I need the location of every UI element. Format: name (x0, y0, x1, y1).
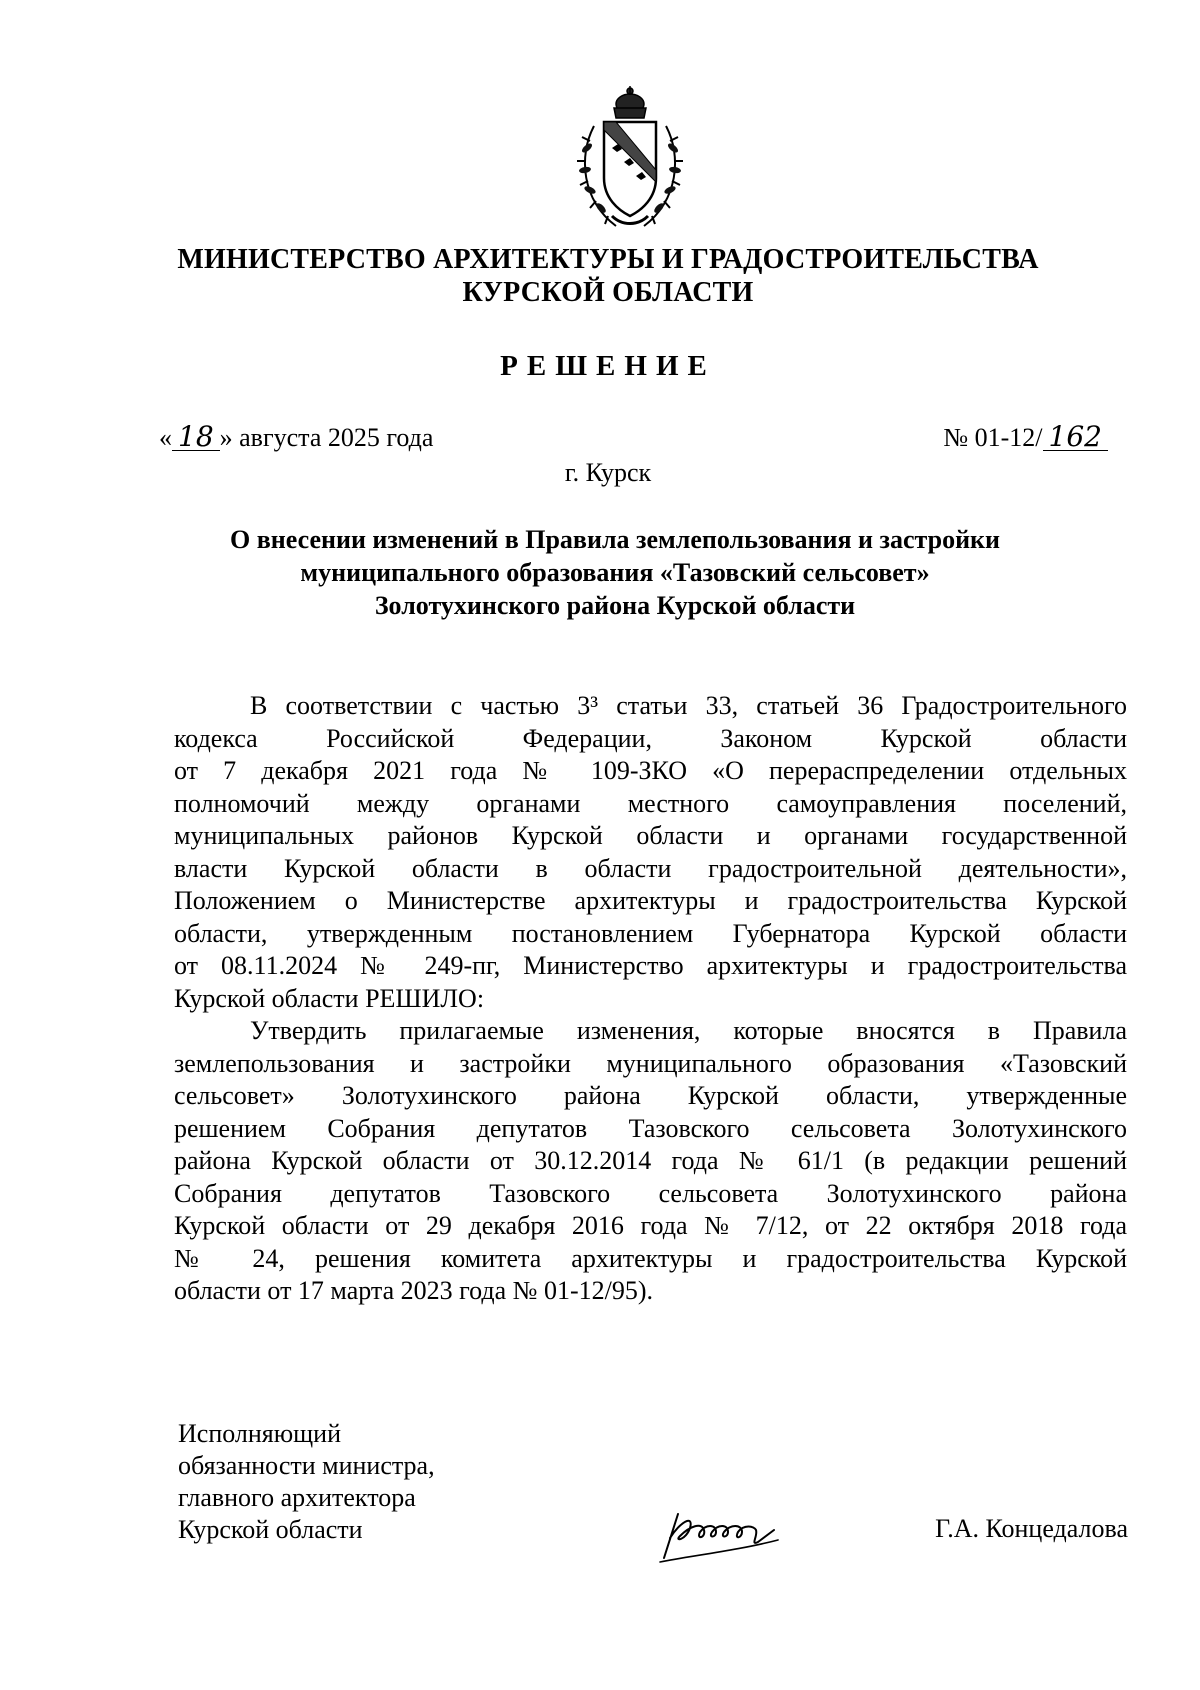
handwritten-signature (650, 1500, 800, 1570)
date-open-quote: « (159, 423, 172, 452)
subject-line-2: муниципального образования «Тазовский сельсовет» (300, 558, 930, 587)
date-rest: » августа 2025 года (219, 423, 434, 452)
document-date (159, 420, 434, 453)
body-line: Утвердить прилагаемые изменения, которые вносятся в Правила (250, 1016, 1127, 1045)
body-line: власти Курской области в области градостроительной деятельности», (174, 853, 1127, 883)
document-body (174, 690, 1127, 1308)
number-handwritten: 162 (1043, 424, 1108, 451)
coat-of-arms-icon (576, 86, 684, 236)
date-day-handwritten: 18 (172, 424, 220, 451)
ministry-name-line1: МИНИСТЕРСТВО АРХИТЕКТУРЫ И ГРАДОСТРОИТЕЛЬСТВА (177, 244, 1039, 275)
body-line: кодекса Российской Федерации, Законом Курской области (174, 723, 1127, 753)
body-line: решением Собрания депутатов Тазовского сельсовета Золотухинского (174, 1113, 1127, 1143)
body-line: землепользования и застройки муниципального образования «Тазовский (174, 1048, 1127, 1078)
body-line: В соответствии с частью 3³ статьи 33, статьей 36 Градостроительного (250, 691, 1127, 720)
body-line: района Курской области от 30.12.2014 года № 61/1 (в редакции решений (174, 1146, 1127, 1175)
body-line: от 08.11.2024 № 249-пг, Министерство архитектуры и градостроительства (174, 951, 1127, 980)
body-line: № 24, решения комитета архитектуры и градостроительства Курской (174, 1243, 1127, 1273)
body-line: области, утвержденным постановлением Губернатора Курской области (174, 918, 1127, 948)
body-line: области от 17 марта 2023 года № 01-12/95). (174, 1276, 654, 1305)
signatory-title (178, 1418, 435, 1546)
document-title: РЕШЕНИЕ (500, 350, 716, 382)
subject-line-1: О внесении изменений в Правила землепользования и застройки (229, 525, 1001, 554)
body-line: полномочий между органами местного самоуправления поселений, (174, 788, 1127, 818)
body-line: Положением о Министерстве архитектуры и градостроительства Курской (174, 886, 1127, 915)
signatory-title-line: Курской области (178, 1515, 363, 1544)
body-line: сельсовет» Золотухинского района Курской области, утвержденные (174, 1081, 1127, 1110)
signatory-name: Г.А. Концедалова (935, 1514, 1128, 1543)
body-line: от 7 декабря 2021 года № 109-ЗКО «О перераспределении отдельных (174, 756, 1127, 785)
ministry-name-line2: КУРСКОЙ ОБЛАСТИ (462, 277, 754, 308)
body-line: Курской области РЕШИЛО: (174, 983, 485, 1013)
subject-line-3: Золотухинского района Курской области (374, 591, 856, 620)
body-line: Курской области от 29 декабря 2016 года № 7/12, от 22 октября 2018 года (174, 1211, 1127, 1240)
document-city: г. Курск (564, 458, 652, 487)
body-line: муниципальных районов Курской области и органами государственной (174, 821, 1127, 850)
number-prefix: № 01-12/ (943, 423, 1043, 452)
signatory-title-line: Исполняющий (178, 1419, 342, 1448)
body-line: Собрания депутатов Тазовского сельсовета Золотухинского района (174, 1178, 1127, 1208)
signatory-title-line: главного архитектора (178, 1483, 416, 1512)
signatory-title-line: обязанности министра, (178, 1451, 435, 1480)
document-number (943, 420, 1108, 453)
